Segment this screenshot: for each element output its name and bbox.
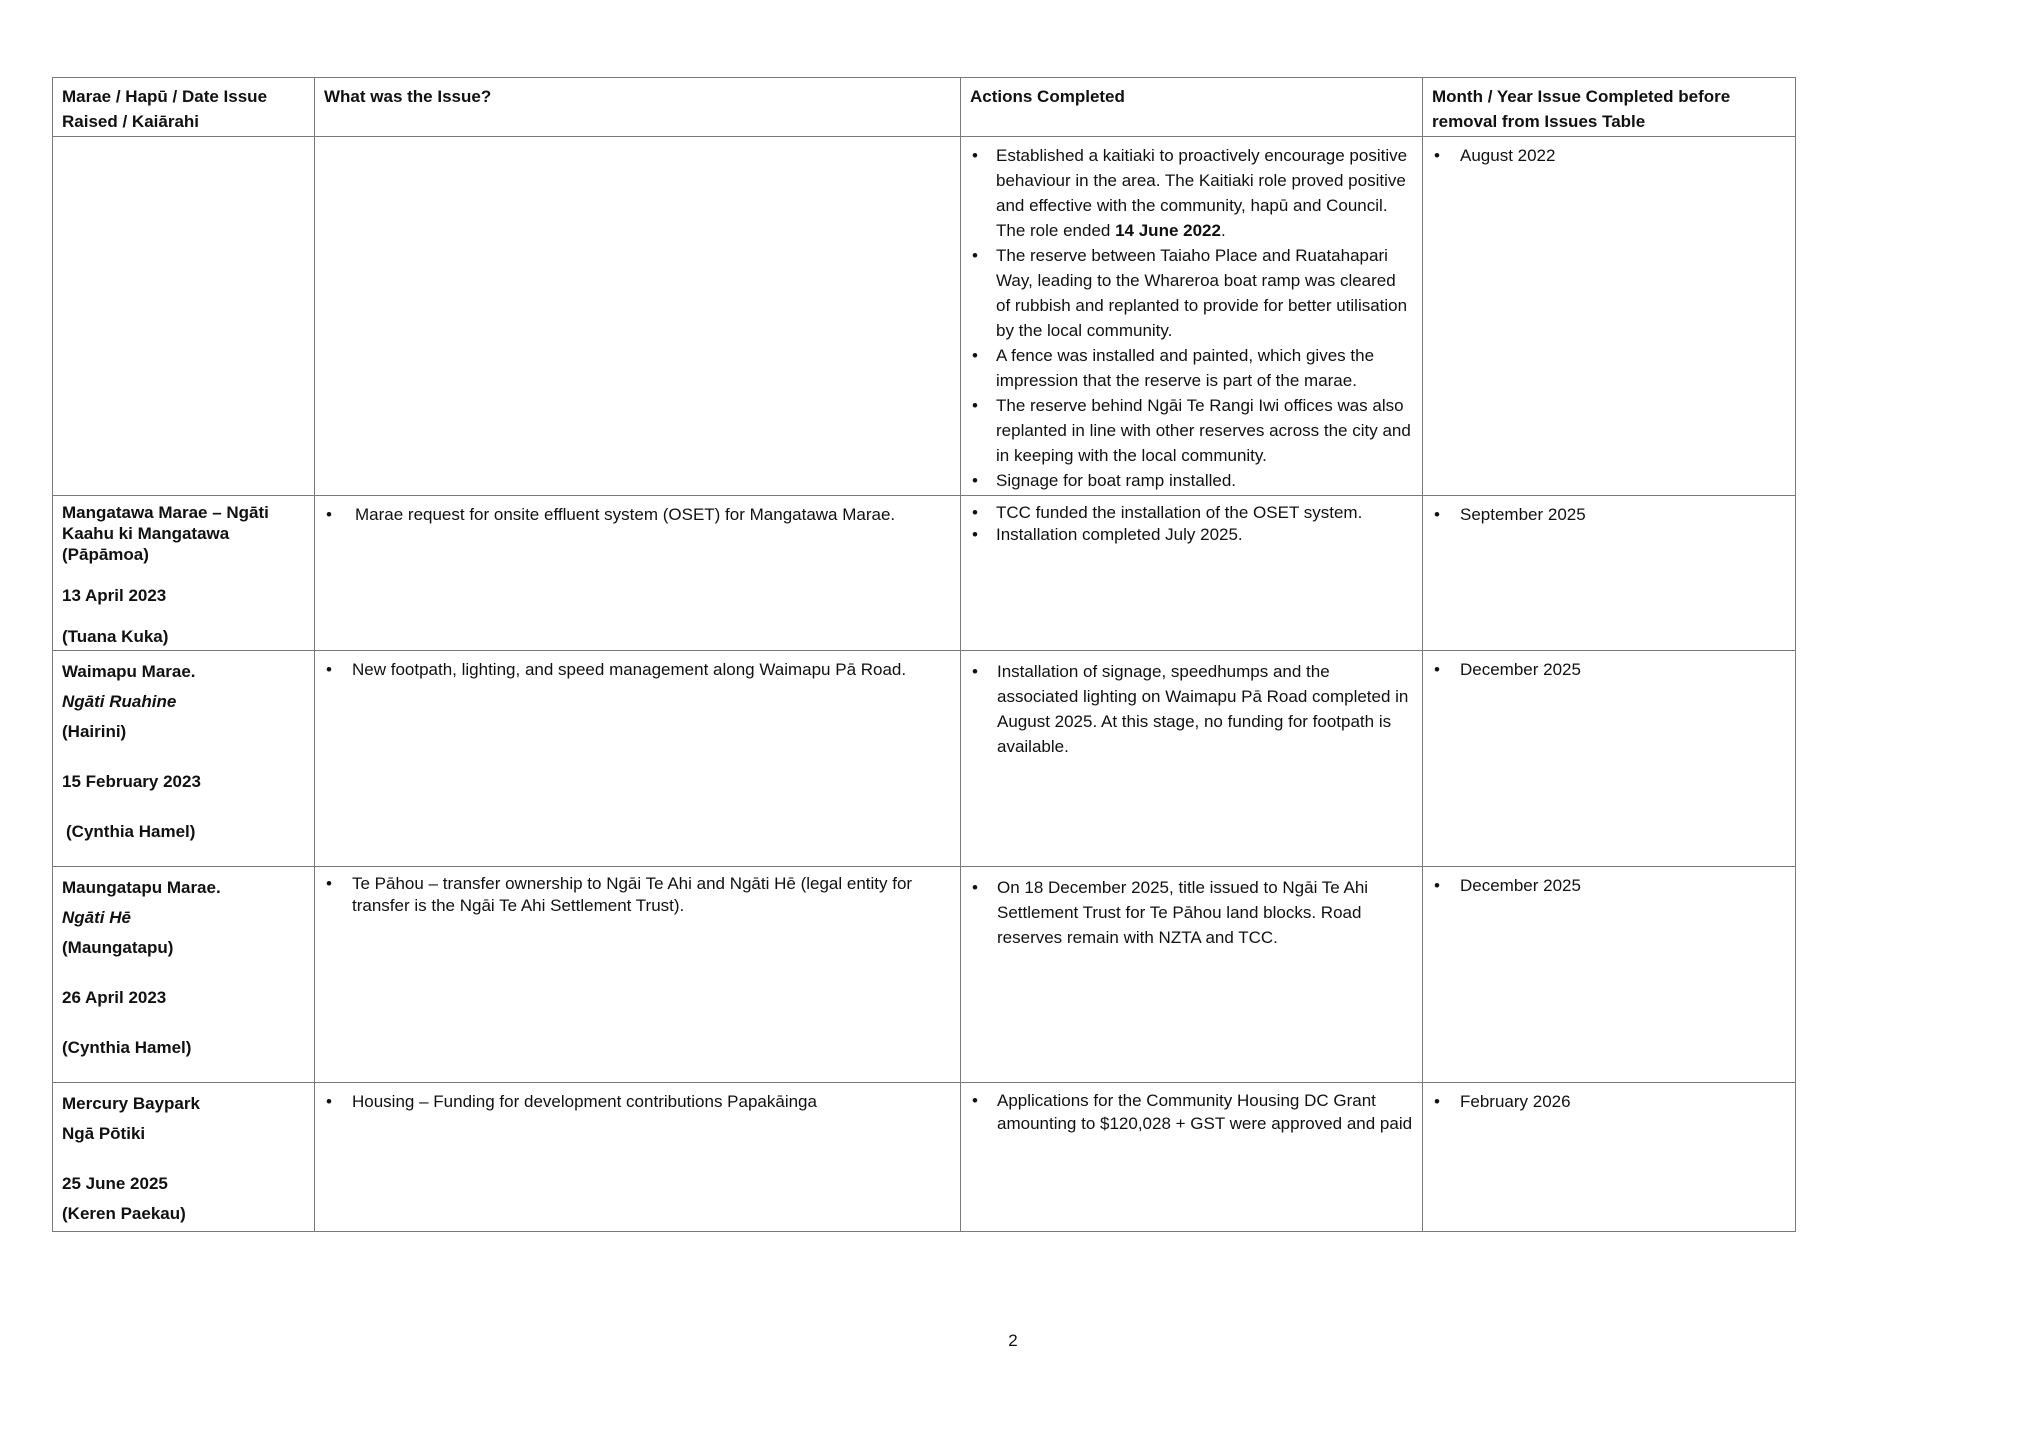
- marae-name: Waimapu Marae.: [62, 662, 196, 681]
- table-row: [53, 1083, 1796, 1232]
- marae-cell: [53, 137, 315, 496]
- actions-cell: [961, 867, 1423, 1083]
- table-row: [53, 867, 1796, 1083]
- marae-area: (Maungatapu): [62, 938, 174, 957]
- header-completed: Month / Year Issue Completed before removal from Issues Table: [1423, 78, 1796, 137]
- marae-cell: [53, 651, 315, 867]
- marae-cell: [53, 496, 315, 651]
- action-item: • TCC funded the installation of the OSET system.: [970, 502, 1413, 524]
- issue-cell: [315, 137, 961, 496]
- completed-item: • September 2025: [1432, 502, 1786, 527]
- marae-name: Maungatapu Marae.: [62, 878, 221, 897]
- action-item: • A fence was installed and painted, which gives the impression that the reserve is part of the marae.: [970, 343, 1413, 393]
- completed-cell: [1423, 1083, 1796, 1232]
- completed-item: • December 2025: [1432, 873, 1786, 898]
- table-row: [53, 651, 1796, 867]
- action-item: • Applications for the Community Housing DC Grant amounting to $120,028 + GST were approved and paid: [970, 1089, 1413, 1135]
- completed-item: • February 2026: [1432, 1089, 1786, 1114]
- marae-area: (Pāpāmoa): [62, 545, 149, 564]
- kaiarahi: (Cynthia Hamel): [62, 1038, 192, 1057]
- date-raised: 26 April 2023: [62, 988, 167, 1007]
- header-actions: Actions Completed: [961, 78, 1423, 137]
- action-item: • Installation completed July 2025.: [970, 524, 1413, 546]
- date-raised: 25 June 2025: [62, 1174, 168, 1193]
- issue-item: • Marae request for onsite effluent system (OSET) for Mangatawa Marae.: [324, 502, 951, 527]
- actions-cell: [961, 496, 1423, 651]
- table-header-row: [53, 78, 1796, 137]
- completed-cell: [1423, 496, 1796, 651]
- kaiarahi: (Cynthia Hamel): [66, 822, 196, 841]
- issue-item: • New footpath, lighting, and speed management along Waimapu Pā Road.: [324, 657, 951, 682]
- action-item: • Installation of signage, speedhumps and the associated lighting on Waimapu Pā Road completed in August 2025. At this stage, no funding for footpath is available.: [970, 659, 1413, 759]
- table-row: [53, 137, 1796, 496]
- actions-cell: [961, 137, 1423, 496]
- actions-cell: [961, 1083, 1423, 1232]
- action-item: • Established a kaitiaki to proactively encourage positive behaviour in the area. The Kaitiaki role proved positive and effective with the community, hapū and Council. The role ended 14 June 2022.: [970, 143, 1413, 243]
- issue-cell: [315, 651, 961, 867]
- marae-cell: [53, 867, 315, 1083]
- hapu-name: Ngā Pōtiki: [62, 1124, 146, 1143]
- completed-cell: [1423, 867, 1796, 1083]
- header-issue: What was the Issue?: [315, 78, 961, 137]
- action-item: • On 18 December 2025, title issued to Ngāi Te Ahi Settlement Trust for Te Pāhou land blocks. Road reserves remain with NZTA and TCC.: [970, 875, 1413, 950]
- completed-cell: [1423, 137, 1796, 496]
- issue-item: • Housing – Funding for development contributions Papakāinga: [324, 1089, 951, 1114]
- marae-name: Mangatawa Marae – Ngāti Kaahu ki Mangatawa: [62, 503, 269, 543]
- completed-cell: [1423, 651, 1796, 867]
- completed-item: • August 2022: [1432, 143, 1786, 168]
- kaiarahi: (Keren Paekau): [62, 1204, 186, 1223]
- date-raised: 13 April 2023: [62, 586, 167, 605]
- action-item: • The reserve behind Ngāi Te Rangi Iwi offices was also replanted in line with other reserves across the city and in keeping with the local community.: [970, 393, 1413, 468]
- issue-cell: [315, 496, 961, 651]
- marae-cell: [53, 1083, 315, 1232]
- date-raised: 15 February 2023: [62, 772, 201, 791]
- header-marae: Marae / Hapū / Date Issue Raised / Kaiārahi: [53, 78, 315, 137]
- hapu-name: Ngāti Ruahine: [62, 692, 177, 711]
- actions-cell: [961, 651, 1423, 867]
- issue-cell: [315, 867, 961, 1083]
- marae-area: (Hairini): [62, 722, 127, 741]
- issues-table: [52, 77, 1796, 1232]
- issue-item: • Te Pāhou – transfer ownership to Ngāi Te Ahi and Ngāti Hē (legal entity for transfer is the Ngāi Te Ahi Settlement Trust).: [324, 873, 951, 917]
- kaiarahi: (Tuana Kuka): [62, 627, 169, 646]
- page-number: 2: [1008, 1331, 1018, 1350]
- action-item: • Signage for boat ramp installed.: [970, 468, 1413, 493]
- marae-name: Mercury Baypark: [62, 1094, 200, 1113]
- issue-cell: [315, 1083, 961, 1232]
- hapu-name: Ngāti Hē: [62, 908, 131, 927]
- table-row: [53, 496, 1796, 651]
- completed-item: • December 2025: [1432, 657, 1786, 682]
- action-item: • The reserve between Taiaho Place and Ruatahapari Way, leading to the Whareroa boat ramp was cleared of rubbish and replanted to provide for better utilisation by the local community.: [970, 243, 1413, 343]
